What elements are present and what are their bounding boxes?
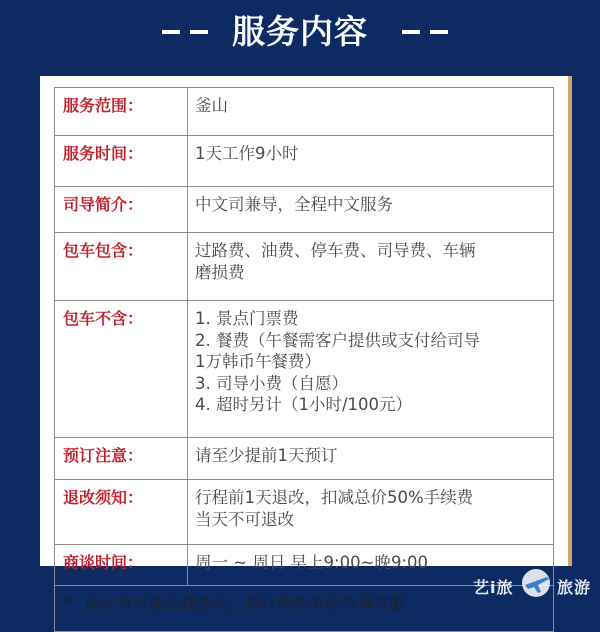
watermark (469, 566, 600, 600)
value-line: 过路费、油费、停车费、司导费、车辆 (195, 241, 476, 260)
row-value (188, 233, 554, 301)
header (0, 0, 600, 70)
row-label: 预订注意： (55, 438, 188, 480)
row-service-time (55, 136, 554, 187)
row-label: 包车不含： (55, 301, 188, 438)
footnote-text: 由于有可能出现变动，预订前请务必咨询客服 (85, 594, 406, 613)
row-excluded (55, 301, 554, 438)
value-line: 4. 超时另计（1小时/100元） (195, 395, 413, 414)
watermark-text-right: 旅游 (557, 578, 592, 597)
value-line: 中文司兼导，全程中文服务 (195, 195, 393, 214)
row-value (188, 136, 554, 187)
row-label: 司导简介： (55, 187, 188, 233)
value-line: 3. 司导小费（自愿） (195, 373, 348, 393)
value-line: 1天工作9小时 (195, 144, 299, 163)
value-line: 磨损费 (195, 262, 245, 282)
row-value (188, 88, 554, 136)
value-line: 2. 餐费（午餐需客户提供或支付给司导 (195, 330, 480, 350)
service-table (54, 87, 554, 632)
value-line: 请至少提前1天预订 (195, 446, 338, 465)
airplane-globe-logo-icon (519, 567, 553, 599)
page-title: 服务内容 (232, 12, 368, 51)
row-value (188, 187, 554, 233)
value-line: 行程前1天退改，扣减总价50%手续费 (195, 488, 474, 507)
value-line: 1. 景点门票费 (195, 309, 299, 328)
row-label: 服务范围： (55, 88, 188, 136)
footnote-marker: * (65, 596, 72, 611)
value-line: 周一 ~ 周日 早上9:00~晚9:00 (195, 553, 428, 572)
row-value (188, 301, 554, 438)
row-included (55, 233, 554, 301)
row-driver-intro (55, 187, 554, 233)
watermark-text-left: 艺i旅 (473, 578, 514, 597)
title-dash-right (402, 30, 448, 34)
row-service-scope (55, 88, 554, 136)
row-label: 商谈时间： (55, 545, 188, 586)
row-booking-notice (55, 438, 554, 480)
row-value (188, 438, 554, 480)
row-label: 包车包含： (55, 233, 188, 301)
row-label: 服务时间： (55, 136, 188, 187)
value-line: 釜山 (195, 96, 228, 115)
value-line: 当天不可退改 (195, 509, 294, 529)
value-line: 1万韩币午餐费） (195, 352, 321, 371)
row-value (188, 480, 554, 545)
row-label: 退改须知： (55, 480, 188, 545)
row-refund-policy (55, 480, 554, 545)
